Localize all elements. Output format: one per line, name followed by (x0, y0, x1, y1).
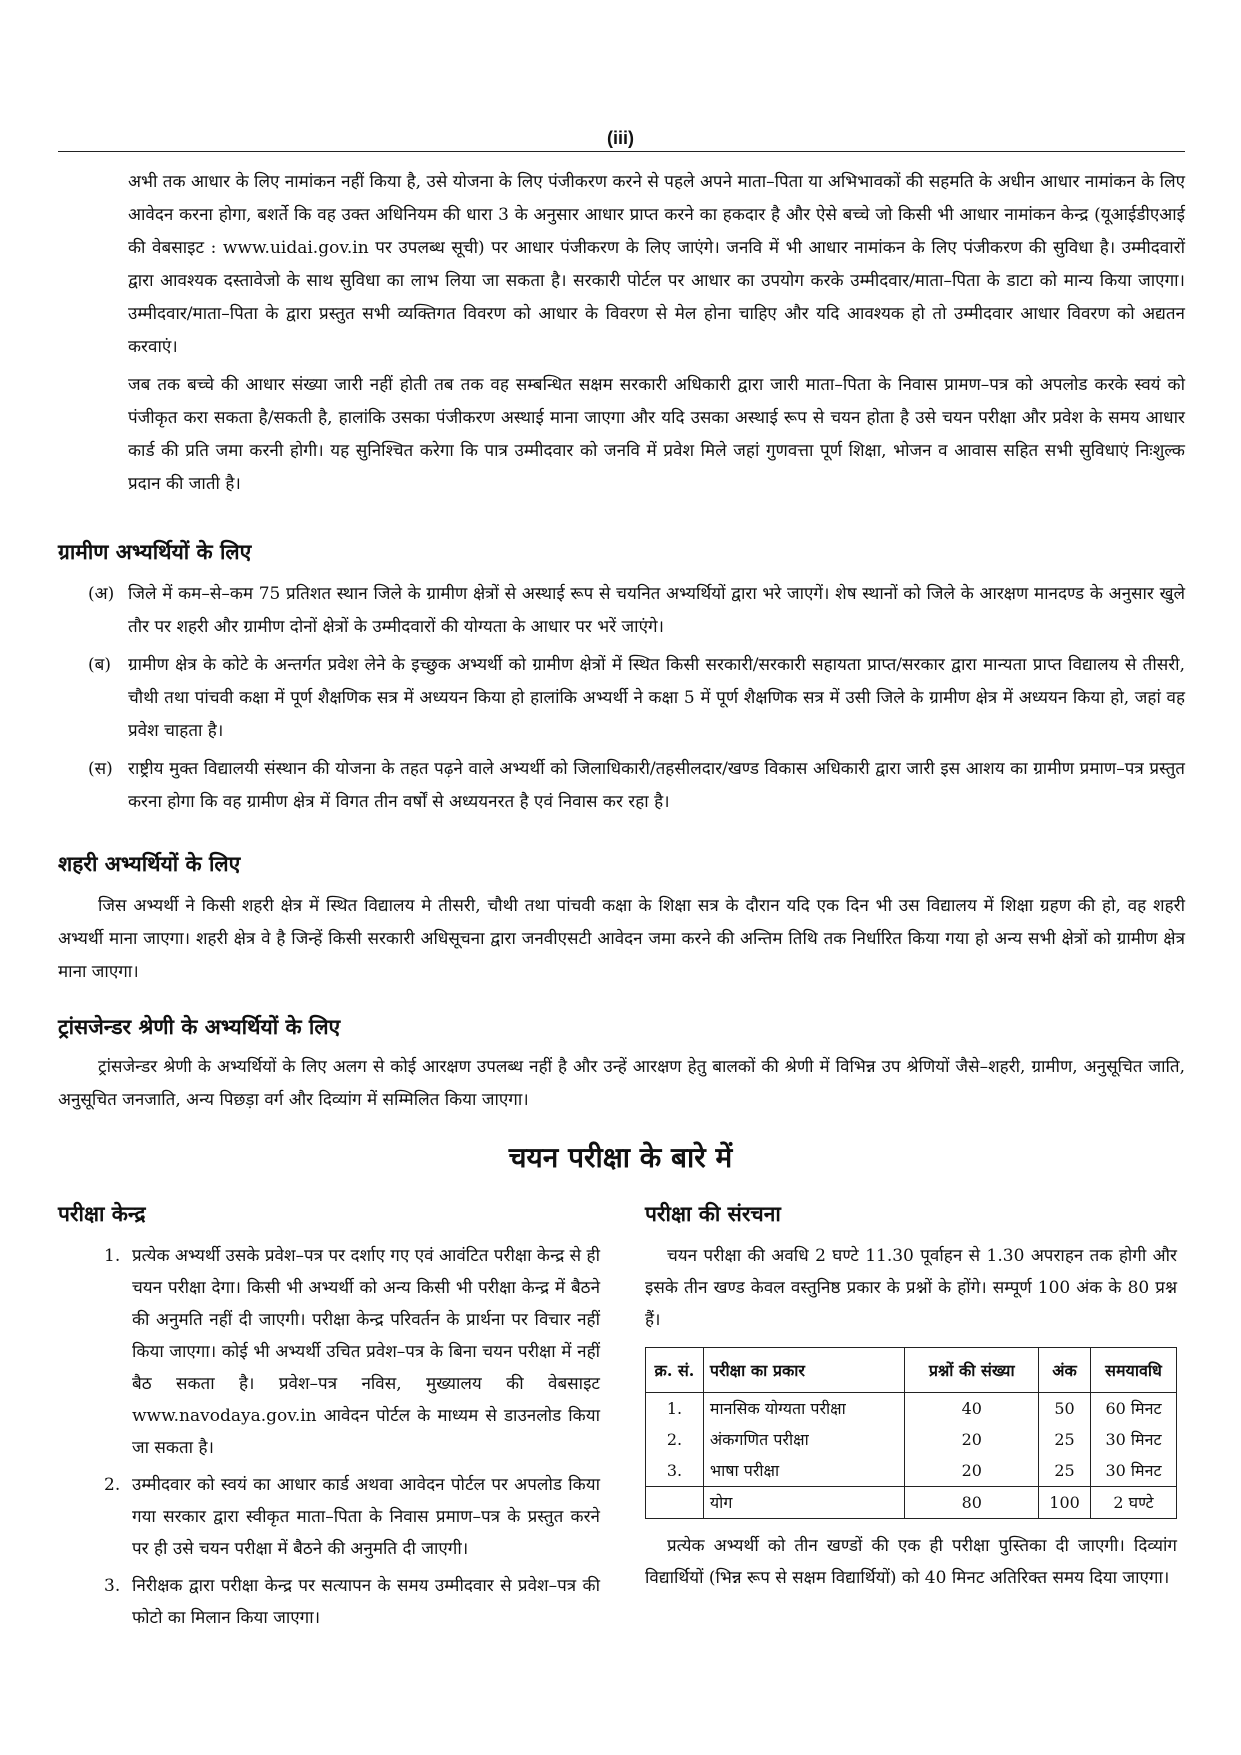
table-total-row (646, 1487, 1177, 1519)
list-item (88, 578, 1185, 644)
section-title: चयन परीक्षा के बारे में (508, 1141, 733, 1174)
list-marker: (अ) (88, 584, 115, 604)
exam-structure-note: प्रत्येक अभ्यर्थी को तीन खण्डों की एक ही परीक्षा पुस्तिका दी जाएगी। दिव्यांग विद्यार्थियों (भिन्न रूप से सक्षम विद्यार्थियों) को 40 मिनट अतिरिक्त समय दिया जाएगा। (645, 1536, 1177, 1588)
list-text: ग्रामीण क्षेत्र के कोटे के अन्तर्गत प्रवेश लेने के इच्छुक अभ्यर्थी को ग्रामीण क्षेत्रों में स्थित किसी सरकारी/सरकारी सहायता प्राप्त/सरकार द्वारा मान्यता प्राप्त विद्यालय से तीसरी, चौथी तथा पांचवी कक्षा में पूर्ण शैक्षणिक सत्र में अध्ययन किया हो हालांकि अभ्यर्थी ने कक्षा 5 में पूर्ण शैक्षणिक सत्र में उसी जिले के ग्रामीण क्षेत्र में अध्ययन किया हो, जहां वह प्रवेश चाहता है। (128, 655, 1185, 741)
list-item (88, 753, 1185, 819)
table-cell: 3. (646, 1455, 704, 1487)
table-row (646, 1424, 1177, 1455)
urban-text: जिस अभ्यर्थी ने किसी शहरी क्षेत्र में स्थित विद्यालय मे तीसरी, चौथी तथा पांचवी कक्षा के शिक्षा सत्र के दौरान यदि एक दिन भी उस विद्यालय में शिक्षा ग्रहण की हो, वह शहरी अभ्यर्थी माना जाएगा। शहरी क्षेत्र वे है जिन्हें किसी सरकारी अधिसूचना द्वारा जनवीएसटी आवेदन जमा करने की अन्तिम तिथि तक निर्धारित किया गया हो अन्य सभी क्षेत्रों को ग्रामीण क्षेत्र माना जाएगा। (58, 896, 1185, 982)
list-marker: 3. (104, 1576, 121, 1596)
aadhaar-paragraph-2: जब तक बच्चे की आधार संख्या जारी नहीं होती तब तक वह सम्बन्धित सक्षम सरकारी अधिकारी द्वारा जारी माता–पिता के निवास प्रामण–पत्र को अपलोड करके स्वयं को पंजीकृत करा सकता है/सकती है, हालांकि उसका पंजीकरण अस्थाई माना जाएगा और यदि उसका अस्थाई रूप से चयन होता है उसे चयन परीक्षा और प्रवेश के समय आधार कार्ड की प्रति जमा करनी होगी। यह सुनिश्चित करेगा कि पात्र उम्मीदवार को जनवि में प्रवेश मिले जहां गुणवत्ता पूर्ण शिक्षा, भोजन व आवास सहित सभी सुविधाएं निःशुल्क प्रदान की जाती है। (128, 375, 1185, 494)
column-header: क्र. सं. (646, 1348, 704, 1393)
table-row (646, 1393, 1177, 1425)
exam-structure-heading: परीक्षा की संरचना (645, 1202, 781, 1226)
exam-structure-intro-text: चयन परीक्षा की अवधि 2 घण्टे 11.30 पूर्वाहन से 1.30 अपराहन तक होगी और इसके तीन खण्ड केवल वस्तुनिष्ठ प्रकार के प्रश्नों के होंगे। सम्पूर्ण 100 अंक के 80 प्रश्न हैं। (645, 1246, 1177, 1330)
table-cell: 20 (905, 1424, 1039, 1455)
list-text: जिले में कम–से–कम 75 प्रतिशत स्थान जिले के ग्रामीण क्षेत्रों से अस्थाई रूप से चयनित अभ्यर्थियों द्वारा भरे जाएगें। शेष स्थानों को जिले के आरक्षण मानदण्ड के अनुसार खुले तौर पर शहरी और ग्रामीण दोनों क्षेत्रों के उम्मीदवारों की योग्यता के आधार पर भरें जाएंगे। (128, 584, 1185, 637)
column-header: परीक्षा का प्रकार (703, 1348, 905, 1393)
column-header: अंक (1039, 1348, 1091, 1393)
table-header-row (646, 1348, 1177, 1393)
header-rule (58, 151, 1185, 152)
table-cell: 30 मिनट (1091, 1424, 1177, 1455)
table-cell: योग (703, 1487, 905, 1519)
table-cell: मानसिक योग्यता परीक्षा (703, 1393, 905, 1425)
rural-heading: ग्रामीण अभ्यर्थियों के लिए (58, 540, 252, 564)
list-marker: (ब) (88, 655, 111, 675)
urban-paragraph (58, 890, 1185, 994)
page-number: (iii) (607, 128, 634, 148)
list-text: निरीक्षक द्वारा परीक्षा केन्द्र पर सत्यापन के समय उम्मीदवार से प्रवेश–पत्र की फोटो का मिलान किया जाएगा। (132, 1576, 600, 1628)
rural-list (88, 578, 1185, 824)
table-cell: 25 (1039, 1455, 1091, 1487)
column-header: प्रश्नों की संख्या (905, 1348, 1039, 1393)
table-cell: अंकगणित परीक्षा (703, 1424, 905, 1455)
exam-structure-notes (645, 1530, 1177, 1599)
transgender-text: ट्रांसजेन्डर श्रेणी के अभ्यर्थियों के लिए अलग से कोई आरक्षण उपलब्ध नहीं है और उन्हें आरक्षण हेतु बालकों की श्रेणी में विभिन्न उप श्रेणियों जैसे–शहरी, ग्रामीण, अनुसूचित जाति, अनुसूचित जनजाति, अन्य पिछड़ा वर्ग और दिव्यांग में सम्मिलित किया जाएगा। (58, 1057, 1185, 1110)
table-cell: भाषा परीक्षा (703, 1455, 905, 1487)
list-item (104, 1469, 600, 1565)
table-cell: 2. (646, 1424, 704, 1455)
table-cell: 60 मिनट (1091, 1393, 1177, 1425)
table-cell: 30 मिनट (1091, 1455, 1177, 1487)
table-cell: 80 (905, 1487, 1039, 1519)
list-item (104, 1570, 600, 1634)
table-cell: 50 (1039, 1393, 1091, 1425)
list-marker: (स) (88, 759, 113, 779)
list-text: उम्मीदवार को स्वयं का आधार कार्ड अथवा आवेदन पोर्टल पर अपलोड किया गया सरकार द्वारा स्वीकृत माता–पिता के निवास प्रमाण–पत्र के प्रस्तुत करने पर ही उसे चयन परीक्षा में बैठने की अनुमति दी जाएगी। (132, 1475, 600, 1559)
exam-centre-list (104, 1240, 600, 1639)
list-text: प्रत्येक अभ्यर्थी उसके प्रवेश–पत्र पर दर्शाए गए एवं आवंटित परीक्षा केन्द्र से ही चयन परीक्षा देगा। किसी भी अभ्यर्थी को अन्य किसी भी परीक्षा केन्द्र में बैठने की अनुमति नहीं दी जाएगी। परीक्षा केन्द्र परिवर्तन के प्रार्थना पर विचार नहीं किया जाएगा। कोई भी अभ्यर्थी उचित प्रवेश–पत्र के बिना चयन परीक्षा में नहीं बैठ सकता है। प्रवेश–पत्र नविस, मुख्यालय की वेबसाइट www.navodaya.gov.in आवेदन पोर्टल के माध्यम से डाउनलोड किया जा सकता है। (132, 1246, 600, 1458)
list-item (104, 1240, 600, 1464)
list-marker: 2. (104, 1475, 121, 1495)
aadhaar-paragraph-1: अभी तक आधार के लिए नामांकन नहीं किया है, उसे योजना के लिए पंजीकरण करने से पहले अपने माता–पिता या अभिभावकों की सहमति के अधीन आधार नामांकन के लिए आवेदन करना होगा, बशर्ते कि वह उक्त अधिनियम की धारा 3 के अनुसार आधार प्राप्त करने का हकदार है और ऐसे बच्चे जो किसी भी आधार नामांकन केन्द्र (यूआईडीएआई की वेबसाइट : www.uidai.gov.in पर उपलब्ध सूची) पर आधार पंजीकरण के लिए जाएंगे। जनवि में भी आधार नामांकन के लिए पंजीकरण की सुविधा है। उम्मीदवारों द्वारा आवश्यक दस्तावेजो के साथ सुविधा का लाभ लिया जा सकता है। सरकारी पोर्टल पर आधार का उपयोग करके उम्मीदवार/माता–पिता के डाटा को मान्य किया जाएगा। उम्मीदवार/माता–पिता के द्वारा प्रस्तुत सभी व्यक्तिगत विवरण को आधार के विवरण से मेल होना चाहिए और यदि आवश्यक हो तो उम्मीदवार आधार विवरण को अद्यतन करवाएं। (128, 172, 1185, 357)
table-row (646, 1455, 1177, 1487)
column-header: समयावधि (1091, 1348, 1177, 1393)
exam-centre-heading: परीक्षा केन्द्र (58, 1202, 146, 1226)
table-cell: 100 (1039, 1487, 1091, 1519)
transgender-heading: ट्रांसजेन्डर श्रेणी के अभ्यर्थियों के लिए (58, 1015, 341, 1039)
urban-heading: शहरी अभ्यर्थियों के लिए (58, 852, 241, 876)
aadhaar-section (128, 166, 1185, 506)
table-cell: 2 घण्टे (1091, 1487, 1177, 1519)
table-cell: 1. (646, 1393, 704, 1425)
table-cell: 25 (1039, 1424, 1091, 1455)
table-cell (646, 1487, 704, 1519)
table-cell: 40 (905, 1393, 1039, 1425)
exam-structure-intro (645, 1240, 1177, 1341)
exam-structure-table (645, 1347, 1177, 1519)
table-cell: 20 (905, 1455, 1039, 1487)
list-marker: 1. (104, 1246, 121, 1266)
transgender-paragraph (58, 1051, 1185, 1122)
list-item (88, 649, 1185, 748)
list-text: राष्ट्रीय मुक्त विद्यालयी संस्थान की योजना के तहत पढ़ने वाले अभ्यर्थी को जिलाधिकारी/तहसीलदार/खण्ड विकास अधिकारी द्वारा जारी इस आशय का ग्रामीण प्रमाण–पत्र प्रस्तुत करना होगा कि वह ग्रामीण क्षेत्र में विगत तीन वर्षों से अध्ययनरत है एवं निवास कर रहा है। (128, 759, 1185, 812)
